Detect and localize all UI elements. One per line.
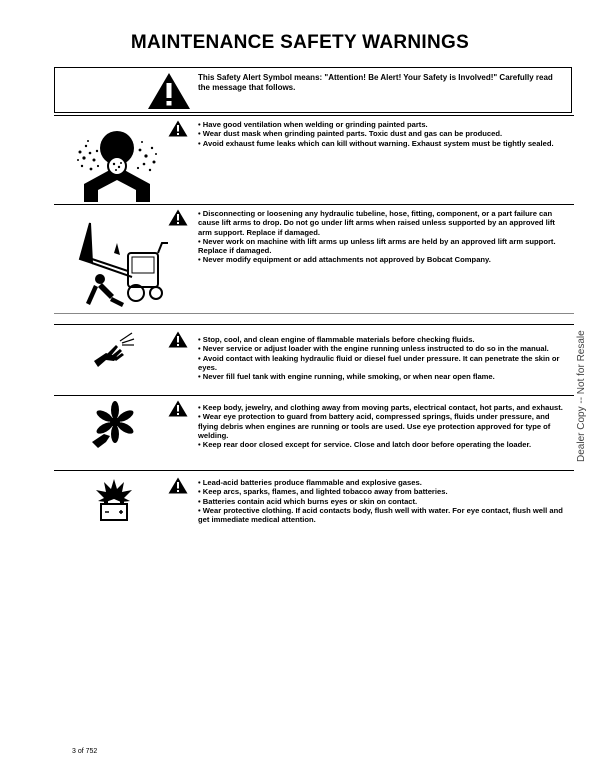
safety-alert-icon (168, 477, 188, 494)
warning-item: • Batteries contain acid which burns eyes or skin on contact. (198, 497, 570, 506)
warning-section-fluids (54, 325, 574, 395)
warning-item: • Keep rear door closed except for service. Close and latch door before operating the loader. (198, 440, 570, 449)
page-number: 3 of 752 (72, 748, 98, 755)
warning-item: • Stop, cool, and clean engine of flammable materials before checking fluids. (198, 335, 570, 344)
ventilation-mask-icon (74, 126, 160, 202)
warning-list (198, 209, 570, 265)
warning-item: • Never fill fuel tank with engine running, while smoking, or when near open flame. (198, 372, 570, 381)
divider (54, 313, 574, 314)
warning-list (198, 403, 570, 449)
warning-item: • Wear eye protection to guard from battery acid, compressed springs, fluids under pressure, and flying debris when engines are running or tools are used. Use eye protection approved for type of welding. (198, 412, 570, 440)
safety-alert-icon (168, 209, 188, 226)
safety-alert-text: This Safety Alert Symbol means: "Attention! Be Alert! Your Safety is Involved!" Carefully read the message that follows. (198, 73, 553, 92)
warning-item: • Avoid contact with leaking hydraulic fluid or diesel fuel under pressure. It can penetrate the skin or eyes. (198, 354, 570, 373)
warning-item: • Wear dust mask when grinding painted parts. Toxic dust and gas can be produced. (198, 129, 570, 138)
warning-item: • Lead-acid batteries produce flammable and explosive gases. (198, 478, 570, 487)
warning-item: • Have good ventilation when welding or grinding painted parts. (198, 120, 570, 129)
warning-section-batteries (54, 471, 574, 541)
warning-item: • Wear protective clothing. If acid contacts body, flush well with water. For eye contact, flush well and get immediate medical attention. (198, 506, 570, 525)
dealer-copy-watermark: Dealer Copy -- Not for Resale (576, 330, 587, 462)
warning-list (198, 478, 570, 524)
page-title: MAINTENANCE SAFETY WARNINGS (130, 32, 470, 53)
warning-section-moving-parts (54, 396, 574, 470)
warning-section-lift-arms (54, 205, 574, 313)
fluid-injection-icon (92, 331, 136, 375)
warning-item: • Keep arcs, sparks, flames, and lighted tobacco away from batteries. (198, 487, 570, 496)
safety-alert-icon (168, 331, 188, 348)
safety-alert-icon (147, 72, 191, 110)
fan-entanglement-icon (90, 400, 140, 450)
safety-alert-box (54, 67, 572, 113)
safety-alert-icon (168, 120, 188, 137)
battery-explosion-icon (94, 477, 134, 523)
safety-alert-icon (168, 400, 188, 417)
warning-item: • Disconnecting or loosening any hydraulic tubeline, hose, fitting, component, or a part failure can cause lift arms to drop. Do not go under lift arms when raised unless supported by an approved lift arm support. Replace if damaged. (198, 209, 570, 237)
warning-item: • Avoid exhaust fume leaks which can kill without warning. Exhaust system must be tightly sealed. (198, 139, 570, 148)
warning-item: • Never service or adjust loader with the engine running unless instructed to do so in the manual. (198, 344, 570, 353)
warning-item: • Never work on machine with lift arms up unless lift arms are held by an approved lift arm support. Replace if damaged. (198, 237, 570, 256)
lift-arm-crush-icon (62, 213, 172, 309)
warning-list (198, 335, 570, 381)
warning-list (198, 120, 570, 148)
warning-item: • Keep body, jewelry, and clothing away from moving parts, electrical contact, hot parts, and exhaust. (198, 403, 570, 412)
warning-item: • Never modify equipment or add attachments not approved by Bobcat Company. (198, 255, 570, 264)
warning-section-ventilation (54, 116, 574, 204)
